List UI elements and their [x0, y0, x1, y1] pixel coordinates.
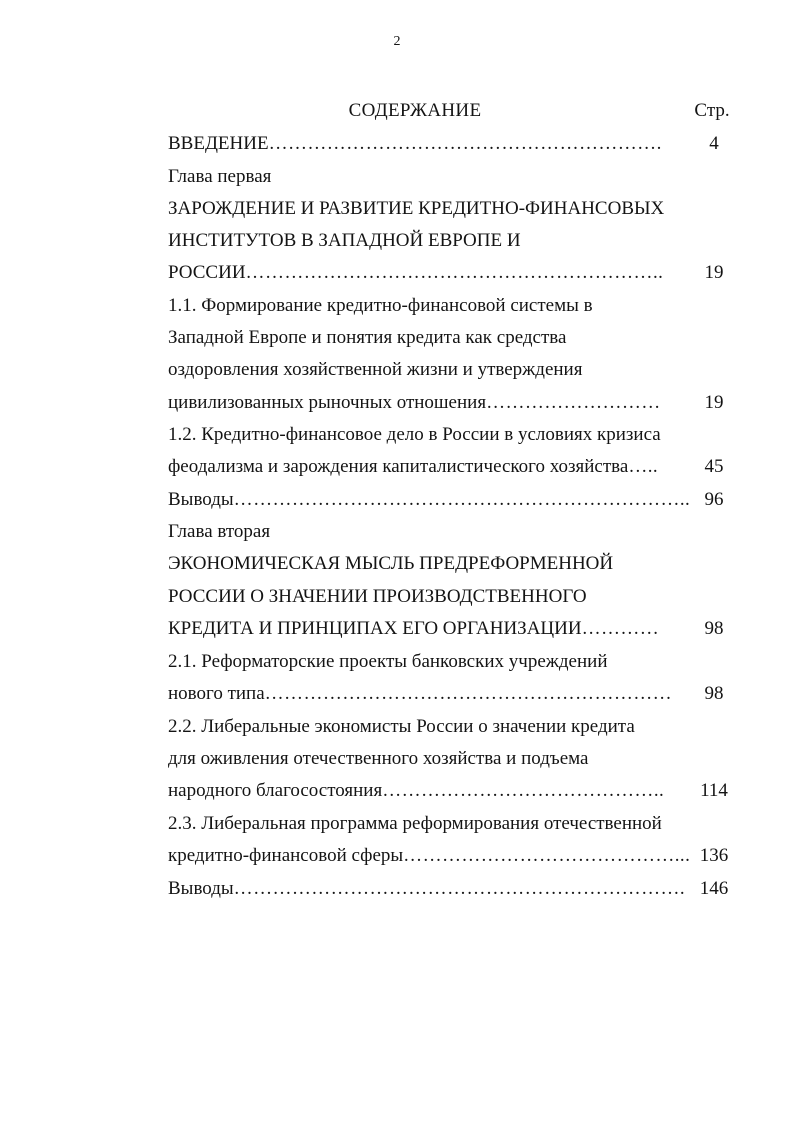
- toc-entry-page-number: [690, 294, 738, 318]
- toc-entry-text: Выводы: [168, 489, 234, 510]
- toc-entry: [168, 261, 663, 285]
- toc-entry-text: 2.3. Либеральная программа реформирования отечественной: [168, 813, 662, 834]
- toc-entry-page-number: 98: [704, 618, 724, 639]
- toc-entry-text: Выводы: [168, 878, 234, 899]
- toc-entry: [168, 747, 588, 771]
- toc-entry-page-number: [690, 197, 738, 221]
- toc-entry-leader-dots: ………………………: [486, 392, 661, 413]
- toc-entry: [168, 165, 271, 189]
- toc-entry-leader-dots: …………………………………………………………….: [233, 878, 686, 899]
- toc-entry: [168, 358, 582, 382]
- toc-entry-text: ЗАРОЖДЕНИЕ И РАЗВИТИЕ КРЕДИТНО-ФИНАНСОВЫХ: [168, 198, 665, 219]
- toc-entry-text: КРЕДИТА И ПРИНЦИПАХ ЕГО ОРГАНИЗАЦИИ: [168, 618, 582, 639]
- toc-heading: СОДЕРЖАНИЕ: [348, 100, 482, 121]
- toc-entry-text: для оживления отечественного хозяйства и подъема: [168, 748, 589, 769]
- toc-entry-page-number: [690, 326, 738, 350]
- toc-entry: [168, 391, 661, 415]
- toc-entry-page-number: 146: [699, 878, 729, 899]
- toc-entry-leader-dots: ………………………………………………………..: [245, 262, 664, 283]
- toc-entry: [168, 812, 662, 836]
- toc-entry: [168, 455, 658, 479]
- toc-entry-page-number: [690, 585, 738, 609]
- toc-entry-leader-dots: …………: [581, 618, 660, 639]
- toc-entry-text: РОССИИ: [168, 262, 246, 283]
- toc-entry: [168, 682, 672, 706]
- toc-entry-text: нового типа: [168, 683, 265, 704]
- toc-entry-text: ЭКОНОМИЧЕСКАЯ МЫСЛЬ ПРЕДРЕФОРМЕННОЙ: [168, 553, 614, 574]
- toc-entry-page-number: 4: [709, 133, 719, 154]
- toc-entry-page-number: 45: [704, 456, 724, 477]
- toc-entry-text: 2.2. Либеральные экономисты России о значении кредита: [168, 716, 635, 737]
- toc-entry-page-number: 19: [704, 392, 724, 413]
- toc-entry-page-number: [690, 747, 738, 771]
- toc-entry-page-number: [690, 229, 738, 253]
- toc-entry: [168, 844, 690, 868]
- toc-entry: [168, 197, 664, 221]
- toc-entry-page-number: 114: [700, 780, 728, 801]
- toc-entry-page-number: 98: [704, 683, 724, 704]
- toc-entry: [168, 779, 664, 803]
- toc-entry: [168, 488, 690, 512]
- toc-entry: [168, 617, 659, 641]
- toc-entry-text: Глава вторая: [168, 521, 271, 542]
- toc-entry: [168, 715, 635, 739]
- toc-entry-leader-dots: ……………………………………………………………..: [233, 489, 691, 510]
- toc-entry-text: кредитно-финансовой сферы: [168, 845, 404, 866]
- toc-entry: [168, 229, 521, 253]
- toc-entry-leader-dots: …………………………………………………….: [268, 133, 662, 154]
- toc-entry-text: народного благосостояния: [168, 780, 383, 801]
- toc-entry: [168, 326, 566, 350]
- toc-entry-text: феодализма и зарождения капиталистического хозяйства: [168, 456, 629, 477]
- toc-entry-text: 1.1. Формирование кредитно-финансовой системы в: [168, 295, 593, 316]
- toc-entry-page-number: [690, 423, 738, 447]
- toc-entry-leader-dots: ……………………………………..: [382, 780, 665, 801]
- toc-entry-page-number: [690, 552, 738, 576]
- toc-entry-leader-dots: ……………………………………...: [403, 845, 691, 866]
- toc-entry-page-number: [690, 650, 738, 674]
- toc-entry: [168, 585, 587, 609]
- toc-entry-text: ВВЕДЕНИЕ: [168, 133, 269, 154]
- toc-entry-text: оздоровления хозяйственной жизни и утверждения: [168, 359, 583, 380]
- toc-entry: [168, 294, 593, 318]
- toc-entry-page-number: 136: [699, 845, 729, 866]
- toc-entry: [168, 520, 270, 544]
- toc-entry: [168, 552, 613, 576]
- toc-entry-page-number: 96: [704, 489, 724, 510]
- toc-entry-page-number: [690, 358, 738, 382]
- toc-entry-text: цивилизованных рыночных отношения: [168, 392, 487, 413]
- page-column-label: Стр.: [694, 100, 730, 121]
- toc-entry-page-number: [690, 520, 738, 544]
- toc-entry: [168, 877, 685, 901]
- toc-entry-leader-dots: …..: [628, 456, 659, 477]
- toc-entry-page-number: [690, 715, 738, 739]
- toc-entry-page-number: [690, 165, 738, 189]
- toc-entry-leader-dots: ………………………………………………………: [264, 683, 673, 704]
- page-number: 2: [393, 34, 401, 49]
- toc-entry-text: 2.1. Реформаторские проекты банковских учреждений: [168, 651, 608, 672]
- toc-entry-text: 1.2. Кредитно-финансовое дело в России в условиях кризиса: [168, 424, 661, 445]
- toc-entry: [168, 423, 661, 447]
- toc-entry-text: Глава первая: [168, 166, 272, 187]
- toc-entry: [168, 650, 608, 674]
- toc-entry-text: ИНСТИТУТОВ В ЗАПАДНОЙ ЕВРОПЕ И: [168, 230, 521, 251]
- toc-entry-text: РОССИИ О ЗНАЧЕНИИ ПРОИЗВОДСТВЕННОГО: [168, 586, 587, 607]
- toc-entry: [168, 132, 662, 156]
- toc-entry-page-number: 19: [704, 262, 724, 283]
- toc-entry-text: Западной Европе и понятия кредита как средства: [168, 327, 567, 348]
- toc-entry-page-number: [690, 812, 738, 836]
